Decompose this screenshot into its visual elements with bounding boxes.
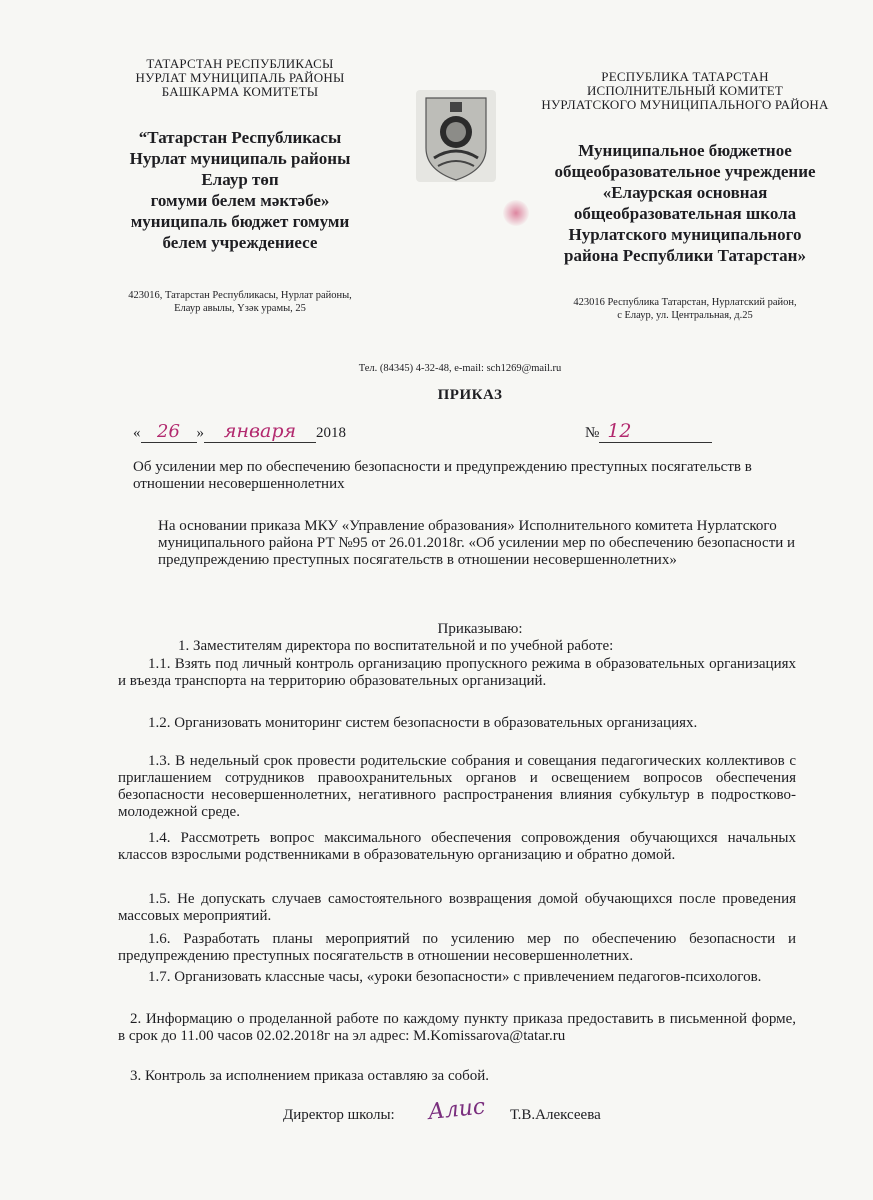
left-address-line2: Елаур авылы, Үзәк урамы, 25 (174, 303, 306, 314)
left-header-name (95, 127, 385, 253)
right-name-line3: «Елаурская основная (602, 183, 768, 202)
item-3: 3. Контроль за исполнением приказа оставляю за собой. (130, 1068, 490, 1084)
right-name-line4: общеобразовательная школа (573, 204, 797, 223)
document-title: ПРИКАЗ (437, 387, 503, 403)
number-value: 12 (599, 420, 712, 443)
item-1-5: 1.5. Не допускать случаев самостоятельного возвращения домой обучающихся после проведения массовых мероприятий. (118, 891, 796, 924)
left-name-line2: Нурлат муниципаль районы (129, 149, 351, 168)
left-header-line1: ТАТАРСТАН РЕСПУБЛИКАСЫ (146, 56, 334, 71)
right-name-line2: общеобразовательное учреждение (554, 162, 816, 181)
item-1-2: 1.2. Организовать мониторинг систем безопасности в образовательных организациях. (148, 715, 698, 731)
left-name-line1: “Татарстан Республикасы (138, 128, 342, 147)
document-number (585, 420, 725, 442)
right-header (525, 70, 845, 112)
left-address-line1: 423016, Татарстан Республикасы, Нурлат районы, (128, 290, 352, 301)
coat-of-arms-emblem (412, 88, 500, 188)
item-1-1: 1.1. Взять под личный контроль организацию пропускного режима в образовательных организациях и въезда транспорта на территорию образовательных организаций. (118, 656, 796, 689)
right-header-line1: РЕСПУБЛИКА ТАТАРСТАН (601, 69, 769, 84)
emblem-icon (412, 88, 500, 188)
left-name-line4: гомуми белем мәктәбе» (150, 191, 330, 210)
right-name-line6: района Республики Татарстан» (564, 246, 806, 265)
handwritten-signature: Алис (426, 1094, 487, 1126)
right-header-line3: НУРЛАТСКОГО МУНИЦИПАЛЬНОГО РАЙОНА (541, 97, 829, 112)
item-2: 2. Информацию о проделанной работе по каждому пункту приказа предоставить в письменной форме, в срок до 11.00 часов 02.02.2018г на эл адрес: M.Komissarova@tatar.ru (118, 1011, 796, 1044)
right-address-line2: с Елаур, ул. Центральная, д.25 (617, 310, 753, 321)
right-header-line2: ИСПОЛНИТЕЛЬНЫЙ КОМИТЕТ (586, 83, 784, 98)
left-address (95, 289, 385, 315)
item-1: 1. Заместителям директора по воспитательной и по учебной работе: (178, 638, 614, 654)
date-month: января (204, 420, 316, 443)
right-name-line1: Муниципальное бюджетное (578, 141, 792, 160)
contacts-line: Тел. (84345) 4-32-48, e-mail: sch1269@mail.ru (358, 363, 562, 374)
left-name-line6: белем учреждениесе (162, 233, 318, 252)
signature-label: Директор школы: (283, 1107, 395, 1123)
right-address-line1: 423016 Республика Татарстан, Нурлатский район, (573, 297, 797, 308)
right-header-name (520, 140, 850, 266)
ink-stain (503, 200, 529, 226)
order-basis: На основании приказа МКУ «Управление образования» Исполнительного комитета Нурлатского муниципального района РТ №95 от 26.01.2018г. «Об усилении мер по обеспечению безопасности и предупреждению преступных посягательств в отношении несовершеннолетних» (158, 518, 796, 568)
item-1-7: 1.7. Организовать классные часы, «уроки безопасности» с привлечением педагогов-психологов. (148, 969, 762, 985)
left-header-line3: БАШКАРМА КОМИТЕТЫ (161, 84, 319, 99)
date-open-quote: « (133, 425, 141, 441)
left-name-line3: Елаур төп (201, 170, 279, 189)
left-header (110, 57, 370, 99)
left-header-line2: НУРЛАТ МУНИЦИПАЛЬ РАЙОНЫ (135, 70, 345, 85)
document-date (133, 420, 393, 442)
document-subject: Об усилении мер по обеспечению безопасности и предупреждению преступных посягательств в отношении несовершеннолетних (133, 459, 752, 492)
signature-name: Т.В.Алексеева (510, 1107, 601, 1123)
date-year: 2018 (316, 425, 346, 441)
right-address (520, 296, 850, 322)
number-label: № (585, 425, 600, 441)
right-name-line5: Нурлатского муниципального (568, 225, 802, 244)
item-1-6: 1.6. Разработать планы мероприятий по усилению мер по обеспечению безопасности и предупреждению преступных посягательств в отношении несовершеннолетних. (118, 931, 796, 964)
order-word: Приказываю: (437, 621, 523, 637)
item-1-4: 1.4. Рассмотреть вопрос максимального обеспечения сопровождения обучающихся начальных классов взрослыми родственниками в образовательную организацию и обратно домой. (118, 830, 796, 863)
date-day: 26 (141, 421, 197, 443)
item-1-3: 1.3. В недельный срок провести родительские собрания и совещания педагогических коллективов с приглашением сотрудников правоохранительных органов и освещением вопросов обеспечения безопасности несовершеннолетних, негативного распространения влияния субкультур в подростково-молодежной среде. (118, 753, 796, 820)
date-close-quote: » (196, 425, 204, 441)
left-name-line5: муниципаль бюджет гомуми (130, 212, 350, 231)
